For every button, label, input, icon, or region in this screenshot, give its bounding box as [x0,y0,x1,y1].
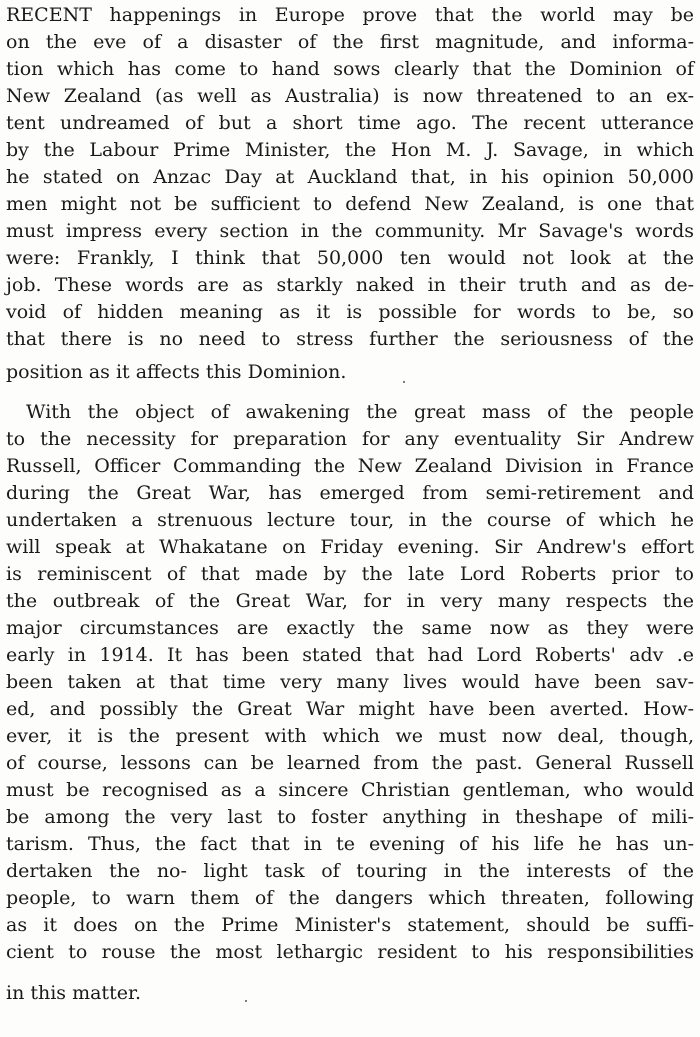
text-line: ever, it is the present with which we must now deal, though, [6,725,694,747]
text-line: tarism. Thus, the fact that in te evening of his life he has un- [6,833,694,855]
text-line: the outbreak of the Great War, for in very many respects the [6,590,694,612]
text-line: Russell, Officer Commanding the New Zealand Division in France [6,455,694,477]
print-speck [245,1000,247,1002]
text-line: on the eve of a disaster of the first magnitude, and informa- [6,31,694,53]
text-line: were: Frankly, I think that 50,000 ten would not look at the [6,247,694,269]
text-line: New Zealand (as well as Australia) is now threatened to an ex- [6,85,694,107]
text-line: dertaken the no- light task of touring in the interests of the [6,860,694,882]
text-line: been taken at that time very many lives would have been sav- [6,671,694,693]
text-line: be among the very last to foster anything in theshape of mili- [6,806,694,828]
text-line: tent undreamed of but a short time ago. The recent utterance [6,112,694,134]
text-line: as it does on the Prime Minister's statement, should be suffi- [6,914,694,936]
text-line: men might not be sufficient to defend New Zealand, is one that [6,193,694,215]
text-line: that there is no need to stress further the seriousness of the [6,328,694,350]
text-line: ed, and possibly the Great War might have been averted. How- [6,698,694,720]
text-line: major circumstances are exactly the same now as they were [6,617,694,639]
text-line: in this matter. [6,982,141,1004]
text-line: must impress every section in the community. Mr Savage's words [6,220,694,242]
text-line: by the Labour Prime Minister, the Hon M. J. Savage, in which [6,139,694,161]
text-line: With the object of awakening the great mass of the people [26,401,694,423]
text-line: early in 1914. It has been stated that had Lord Roberts' adv .e [6,644,694,666]
text-line: cient to rouse the most lethargic resident to his responsibilities [6,941,694,963]
text-line: is reminiscent of that made by the late Lord Roberts prior to [6,563,694,585]
text-line: must be recognised as a sincere Christian gentleman, who would [6,779,694,801]
text-line: to the necessity for preparation for any eventuality Sir Andrew [6,428,694,450]
text-line: position as it affects this Dominion. [6,361,347,383]
text-line: void of hidden meaning as it is possible for words to be, so [6,301,694,323]
text-line: he stated on Anzac Day at Auckland that, in his opinion 50,000 [6,166,694,188]
text-line: will speak at Whakatane on Friday evening. Sir Andrew's effort [6,536,694,558]
print-speck [403,381,405,383]
text-line: tion which has come to hand sows clearly that the Dominion of [6,58,694,80]
text-line: job. These words are as starkly naked in their truth and as de- [6,274,694,296]
text-line: RECENT happenings in Europe prove that the world may be [6,4,694,26]
text-line: of course, lessons can be learned from the past. General Russell [6,752,694,774]
text-line: undertaken a strenuous lecture tour, in the course of which he [6,509,694,531]
text-line: during the Great War, has emerged from semi-retirement and [6,482,694,504]
text-line: people, to warn them of the dangers which threaten, following [6,887,694,909]
